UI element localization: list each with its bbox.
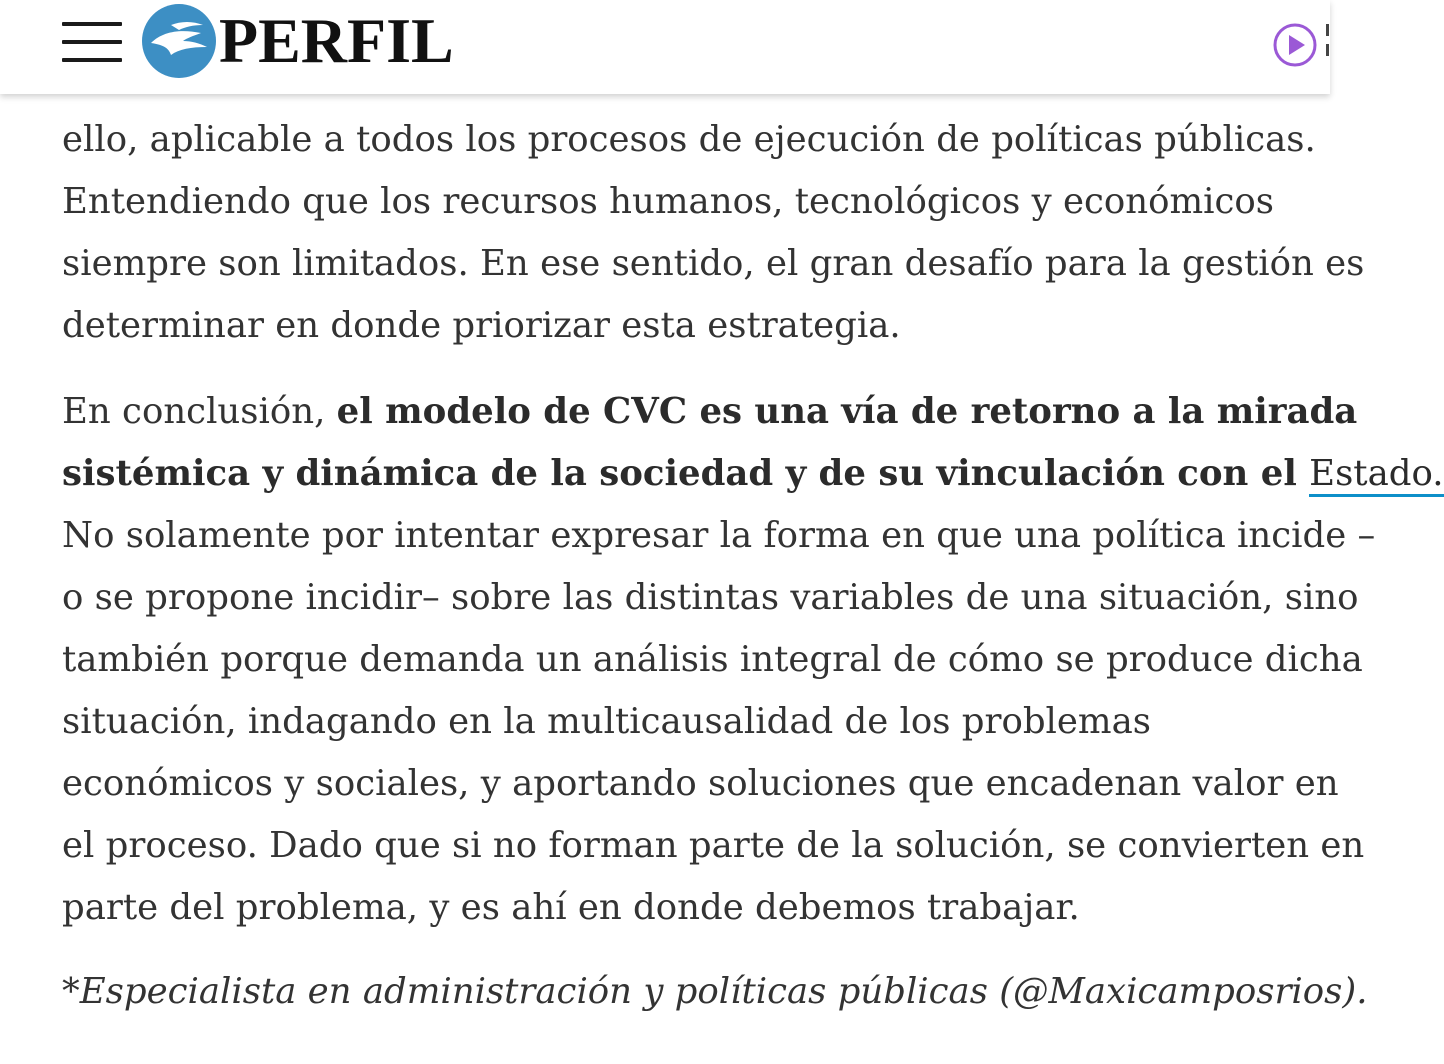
text-line: parte del problema, y es ahí en donde debemos trabajar. (62, 887, 1080, 928)
text-line: determinar en donde priorizar esta estrategia. (62, 305, 901, 346)
text-line: económicos y sociales, y aportando soluciones que encadenan valor en (62, 763, 1339, 804)
text-line: o se propone incidir– sobre las distintas variables de una situación, sino (62, 577, 1359, 618)
text-line (62, 381, 1358, 443)
text-line: el proceso. Dado que si no forman parte de la solución, se convierten en (62, 825, 1365, 866)
perfil-wordmark: PERFIL (219, 5, 454, 76)
perfil-logo[interactable] (141, 2, 454, 80)
text-line: ello, aplicable a todos los procesos de ejecución de políticas públicas. (62, 119, 1316, 160)
text-line: situación, indagando en la multicausalidad de los problemas (62, 701, 1151, 742)
perfil-bird-logo-icon (141, 3, 217, 79)
estado-link[interactable]: Estado. (1309, 453, 1443, 497)
site-header (0, 0, 1330, 94)
text-line (62, 443, 1444, 505)
text-line: Entendiendo que los recursos humanos, tecnológicos y económicos (62, 181, 1275, 222)
text-line: No solamente por intentar expresar la forma en que una política incide – (62, 515, 1376, 556)
bold-statement: el modelo de CVC es una vía de retorno a la mirada (336, 391, 1358, 432)
conclusion-intro: En conclusión, (62, 391, 337, 432)
paragraph-conclusion (62, 381, 1444, 939)
clipped-header-element (1325, 18, 1330, 68)
bold-statement: sistémica y dinámica de la sociedad y de su vinculación con el (62, 453, 1310, 494)
text-line: siempre son limitados. En ese sentido, el gran desafío para la gestión es (62, 243, 1365, 284)
author-footnote: *Especialista en administración y políticas públicas (@Maxicamposrios). (62, 971, 1368, 1012)
text-line: también porque demanda un análisis integral de cómo se produce dicha (62, 639, 1363, 680)
hamburger-menu-icon[interactable] (62, 22, 122, 62)
article-body (62, 109, 1444, 1023)
play-icon[interactable] (1272, 22, 1318, 68)
paragraph-priorities (62, 109, 1365, 357)
